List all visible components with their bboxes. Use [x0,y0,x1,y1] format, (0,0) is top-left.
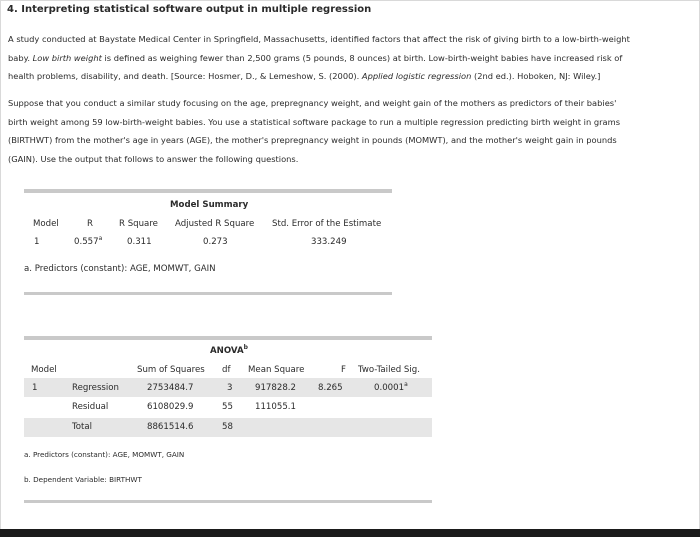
ms-header-r-square: R Square [119,219,158,229]
anova-sig-value: 0.0001$^a$ [374,381,408,393]
ms-model-number: 1 [34,237,40,247]
anova-df-value: 55 [222,402,233,412]
ms-r-square-value: 0.311 [127,237,152,247]
anova-bottom-rule [24,500,432,503]
anova-row-label: Regression [72,383,120,393]
anova-df-value: 3 [227,383,233,393]
intro-line-1: A study conducted at Baystate Medical Center in Springfield, Massachusetts, identified factors that affect the risk of giving birth to a low-birth-weight [8,34,630,44]
anova-footnote-a: a. Predictors (constant): AGE, MOMWT, GAIN [24,450,185,459]
bottom-edge [0,529,700,537]
model-summary-bottom-rule [24,292,392,295]
anova-ss-value: 6108029.9 [147,402,194,412]
ms-std-error-value: 333.249 [311,237,347,247]
scenario-line-3: (BIRTHWT) from the mother's age in years (AGE), the mother's prepregnancy weight in pounds (MOMWT), and the mother's weight gain in pounds [8,135,617,146]
anova-footnote-b: b. Dependent Variable: BIRTHWT [24,475,142,484]
anova-row-label: Residual [72,402,109,412]
scenario-paragraph [8,94,693,168]
ms-footnote: a. Predictors (constant): AGE, MOMWT, GAIN [24,264,216,274]
model-summary-title: Model Summary [170,200,249,210]
anova-df-value: 58 [222,422,233,432]
question-title: 4. Interpreting statistical software output in multiple regression [7,4,372,15]
anova-ss-value: 2753484.7 [147,383,194,393]
anova-header-sig: Two-Tailed Sig. [358,365,420,375]
anova-ms-value: 111055.1 [255,402,297,412]
anova-header-model: Model [31,365,57,375]
anova-header-df: df [222,365,231,375]
intro-paragraph [8,30,693,86]
anova-title: ANOVA$^b$ [210,344,248,356]
ms-header-model: Model [33,219,59,229]
scenario-line-2: birth weight among 59 low-birth-weight babies. You use a statistical software package to run a multiple regression predicting birth weight in grams [8,116,621,127]
anova-f-value: 8.265 [318,383,343,393]
anova-top-rule [24,336,432,340]
anova-header-f: F [341,365,346,375]
scenario-line-1: Suppose that you conduct a similar study focusing on the age, prepregnancy weight, and weight gain of the mothers as predictors of their babies' [8,98,617,108]
anova-row-label: Total [72,422,93,432]
anova-ss-value: 8861514.6 [147,422,194,432]
anova-header-ss: Sum of Squares [137,365,205,375]
anova-model-number: 1 [32,383,38,393]
ms-header-adj-r-square: Adjusted R Square [175,219,255,229]
ms-r-value: 0.557$^a$ [74,235,103,247]
intro-line-3: health problems, disability, and death. [Source: Hosmer, D., & Lemeshow, S. (2000). Applied logistic regression (2nd ed.). Hoboken, NJ: Wiley.] [8,71,601,82]
ms-header-r: R [87,219,93,229]
ms-adj-r-square-value: 0.273 [203,237,228,247]
intro-line-2: baby. Low birth weight is defined as weighing fewer than 2,500 grams (5 pounds, 8 ounces) at birth. Low-birth-weight babies have increased risk of [8,52,623,63]
model-summary-top-rule [24,189,392,193]
scenario-line-4: (GAIN). Use the output that follows to answer the following questions. [8,153,299,164]
anova-header-ms: Mean Square [248,365,305,375]
anova-ms-value: 917828.2 [255,383,297,393]
ms-header-std-error: Std. Error of the Estimate [272,219,382,229]
